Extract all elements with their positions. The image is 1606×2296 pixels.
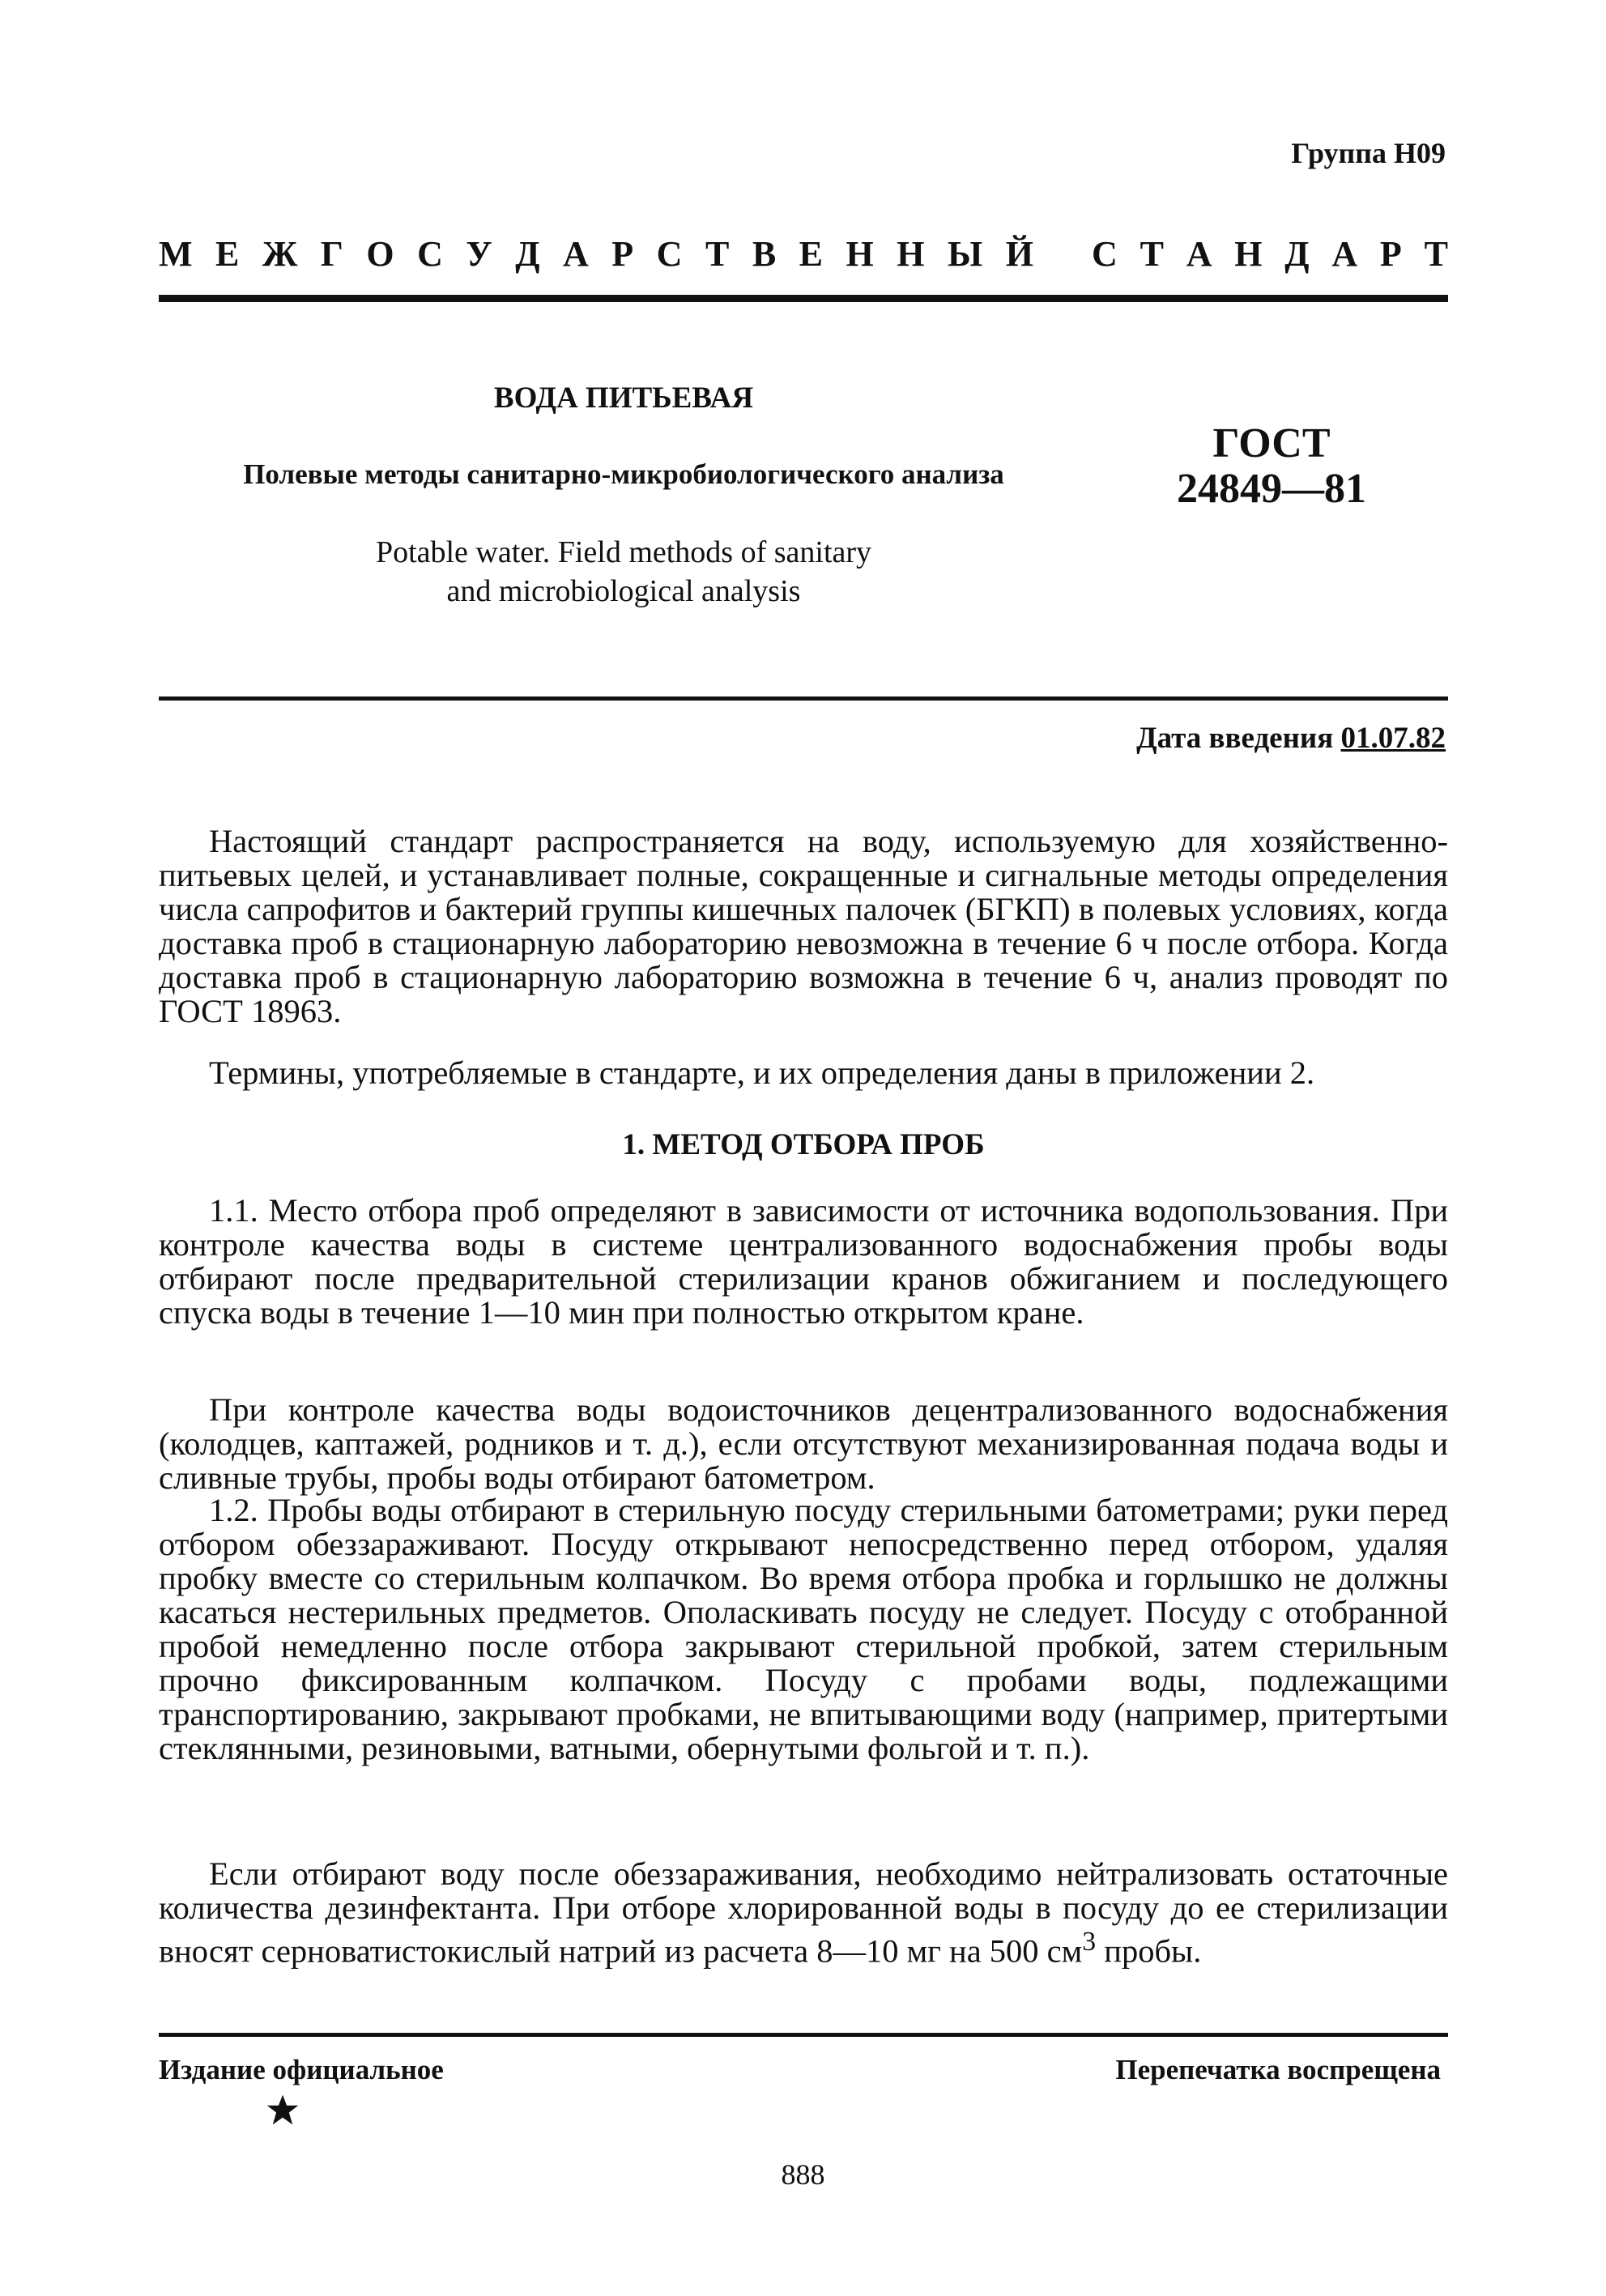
official-edition-label: Издание официальное: [159, 2054, 444, 2085]
gost-label: ГОСТ: [1212, 420, 1331, 466]
standard-type-letter: С: [656, 234, 683, 274]
standard-type-letter: Р: [1379, 234, 1402, 274]
english-title-line-1: Potable water. Field methods of sanitary: [375, 535, 872, 569]
standard-type-letter: Й: [1005, 234, 1033, 274]
standard-type-letter: Т: [705, 234, 730, 274]
section-heading: 1. МЕТОД ОТБОРА ПРОБ: [622, 1128, 985, 1161]
introduction-date-value: 01.07.82: [1340, 722, 1446, 755]
gost-number: 24849—81: [1177, 466, 1366, 512]
standard-type-letter: А: [1186, 234, 1212, 274]
standard-type-letter: Д: [1284, 234, 1310, 274]
group-label: Группа Н09: [1291, 137, 1446, 169]
standard-type-heading: [159, 233, 1448, 275]
document-title: ВОДА ПИТЬЕВАЯ: [493, 381, 754, 415]
standard-type-word-2: [1092, 233, 1448, 275]
standard-type-word-1: [159, 233, 1033, 275]
standard-type-letter: Н: [846, 234, 874, 274]
introduction-date-label: Дата введения: [1136, 722, 1334, 755]
standard-type-letter: Р: [611, 234, 634, 274]
paragraph-1-2: 1.2. Пробы воды отбирают в стерильную посуду стерильными батометрами; руки перед отбором обеззараживают. Посуду открывают непосредственно перед отбором, удаляя пробку вместе со стерильным колпачком. Во время отбора пробка и горлышко не должны касаться нестерильных предметов. Ополаскивать посуду не следует. Посуду с отобранной пробой немедленно после отбора закрывают стерильной пробкой, затем стерильным прочно фиксированным колпачком. Посуду с пробами воды, подлежащими транспортированию, закрывают пробками, не впитывающими воду (например, притертыми стеклянными, резиновыми, ватными, обернутыми фольгой и т. п.).: [159, 1492, 1448, 1766]
star-icon: [266, 2093, 300, 2127]
standard-type-letter: М: [159, 234, 193, 274]
standard-type-letter: Н: [1234, 234, 1263, 274]
neutralization-paragraph: [159, 1857, 1448, 1969]
gost-designation: [1150, 421, 1393, 512]
terms-paragraph: Термины, употребляемые в стандарте, и их определения даны в приложении 2.: [209, 1054, 1315, 1091]
standard-type-letter: А: [563, 234, 589, 274]
english-title: [275, 533, 972, 611]
reprint-prohibited-label: Перепечатка воспрещена: [1115, 2054, 1441, 2085]
standard-type-letter: Г: [320, 234, 343, 274]
standard-type-letter: А: [1331, 234, 1358, 274]
standard-type-letter: Е: [215, 234, 240, 274]
standard-type-letter: В: [752, 234, 777, 274]
standard-type-letter: Т: [1140, 234, 1164, 274]
scope-paragraph: Настоящий стандарт распространяется на воду, используемую для хозяйственно-питьевых целей, и устанавливает полные, сокращенные и сигнальные методы определения числа сапрофитов и бактерий группы кишечных палочек (БГКП) в полевых условиях, когда доставка проб в стационарную лабораторию невозможна в течение 6 ч после отбора. Когда доставка проб в стационарную лабораторию возможна в течение 6 ч, анализ проводят по ГОСТ 18963.: [159, 823, 1448, 1029]
paragraph-1-1: 1.1. Место отбора проб определяют в зависимости от источника водопользования. При контроле качества воды в системе централизованного водоснабжения пробы воды отбирают после предварительной стерилизации кранов обжиганием и последующего спуска воды в течение 1—10 мин при полностью открытом кране.: [159, 1192, 1448, 1331]
middle-rule: [159, 696, 1448, 701]
neutralization-text: Если отбирают воду после обеззараживания, необходимо нейтрализовать остаточные количества дезинфектанта. При отборе хлорированной воды в посуду до ее стерилизации вносят серноватистокислый натрий из расчета 8—10 мг на 500 см: [159, 1855, 1448, 1970]
neutralization-tail: пробы.: [1096, 1932, 1202, 1970]
bottom-rule: [159, 2033, 1448, 2037]
standard-type-letter: Ж: [262, 234, 298, 274]
standard-type-letter: О: [366, 234, 394, 274]
standard-type-letter: У: [466, 234, 492, 274]
standard-type-letter: Т: [1424, 234, 1448, 274]
english-title-line-2: and microbiological analysis: [446, 574, 801, 608]
standard-type-letter: Д: [515, 234, 540, 274]
top-rule: [159, 295, 1448, 302]
paragraph-1-1-continued: При контроле качества воды водоисточников децентрализованного водоснабжения (колодцев, каптажей, родников и т. д.), если отсутствуют механизированная подача воды и сливные трубы, пробы воды отбирают батометром.: [159, 1391, 1448, 1496]
page-number: 888: [781, 2158, 825, 2191]
introduction-date: [1136, 721, 1446, 756]
document-subtitle: Полевые методы санитарно-микробиологического анализа: [243, 458, 1004, 490]
standard-type-letter: Е: [799, 234, 824, 274]
standard-type-letter: С: [417, 234, 443, 274]
standard-type-letter: Ы: [948, 234, 983, 274]
cubic-superscript: 3: [1082, 1927, 1097, 1957]
standard-type-letter: Н: [897, 234, 925, 274]
standard-type-letter: С: [1092, 234, 1118, 274]
